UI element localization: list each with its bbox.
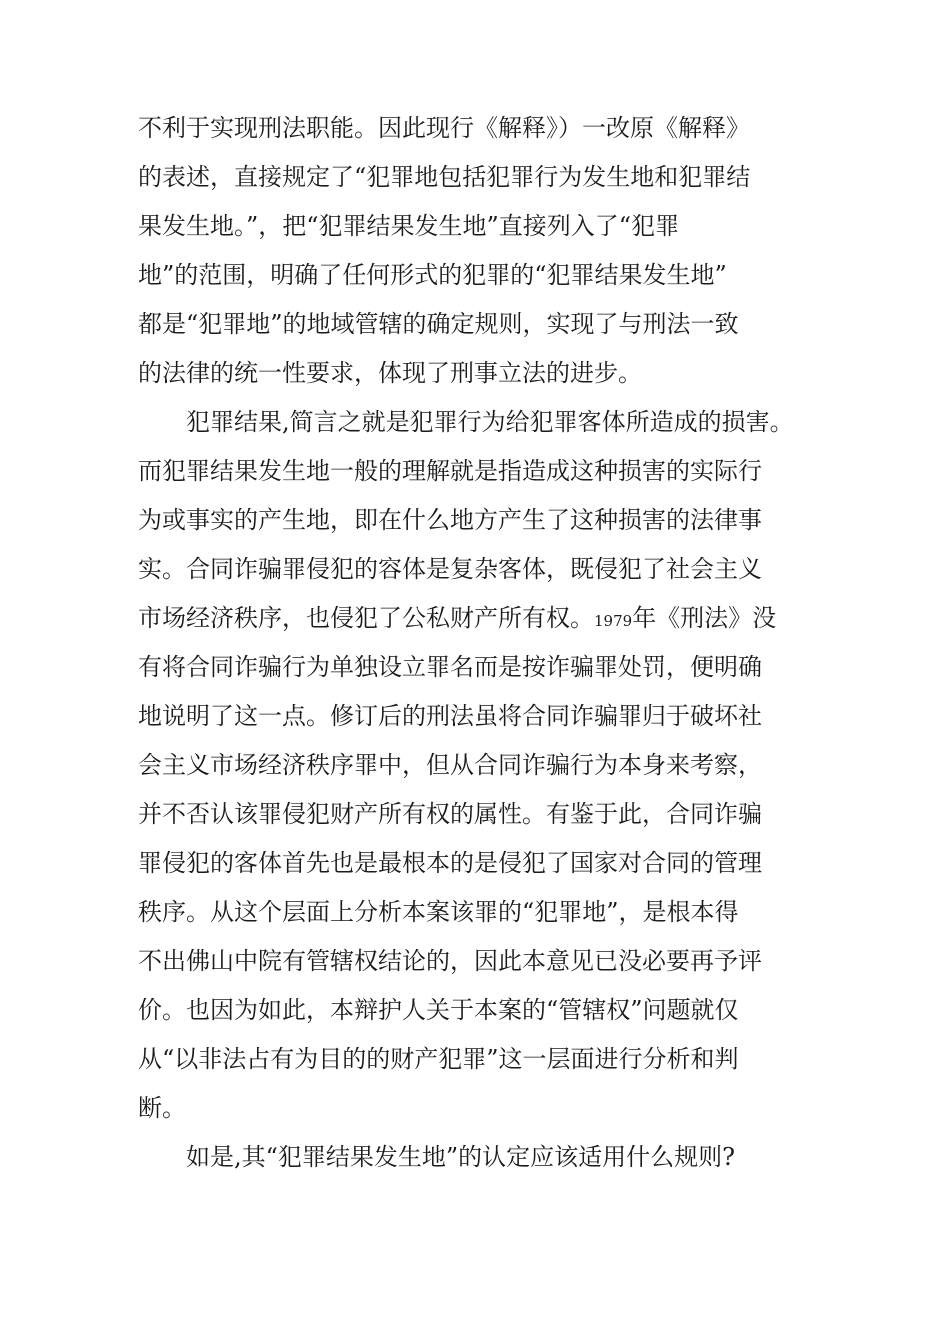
text-line-10: 实。合同诈骗罪侵犯的容体是复杂客体，既侵犯了社会主义 [138,555,762,583]
text-line-14: 会主义市场经济秩序罪中，但从合同诈骗行为本身来考察， [138,751,762,779]
text-line-18: 不出佛山中院有管辖权结论的，因此本意见已没必要再予评 [138,947,762,975]
text-line-4: 地”的范围，明确了任何形式的犯罪的“犯罪结果发生地” [138,261,727,289]
year-number: 1979 [594,612,633,630]
text-line-5: 都是“犯罪地”的地域管辖的确定规则，实现了与刑法一致 [138,310,739,338]
text-line-19: 价。也因为如此，本辩护人关于本案的“管辖权”问题就仅 [138,996,739,1024]
text-line-21: 断。 [138,1094,186,1122]
text-line-12: 有将合同诈骗行为单独设立罪名而是按诈骗罪处罚，便明确 [138,653,762,681]
text-line-11 [138,594,838,643]
text-line-2: 的表述，直接规定了“犯罪地包括犯罪行为发生地和犯罪结 [138,163,751,191]
document-body [138,104,838,1182]
text-line-17: 秩序。从这个层面上分析本案该罪的“犯罪地”，是根本得 [138,898,739,926]
text-line-11-tail: 年《刑法》没 [632,604,777,632]
text-line-15: 并不否认该罪侵犯财产所有权的属性。有鉴于此，合同诈骗 [138,800,762,828]
text-line-6: 的法律的统一性要求，体现了刑事立法的进步。 [138,359,642,387]
text-line-22: 如是,其“犯罪结果发生地”的认定应该适用什么规则? [138,1143,736,1171]
text-line-13: 地说明了这一点。修订后的刑法虽将合同诈骗罪归于破坏社 [138,702,762,730]
text-line-9: 为或事实的产生地，即在什么地方产生了这种损害的法律事 [138,506,762,534]
text-line-16: 罪侵犯的客体首先也是最根本的是侵犯了国家对合同的管理 [138,849,762,877]
text-line-1: 不利于实现刑法职能。因此现行《解释》）一改原《解释》 [138,114,750,142]
text-line-7: 犯罪结果,简言之就是犯罪行为给犯罪客体所造成的损害。 [138,408,794,436]
text-line-11-head: 市场经济秩序，也侵犯了公私财产所有权。 [138,604,594,632]
text-line-20: 从“以非法占有为目的的财产犯罪”这一层面进行分析和判 [138,1045,739,1073]
text-line-8: 而犯罪结果发生地一般的理解就是指造成这种损害的实际行 [138,457,762,485]
text-line-3: 果发生地。”，把“犯罪结果发生地”直接列入了“犯罪 [138,212,680,240]
